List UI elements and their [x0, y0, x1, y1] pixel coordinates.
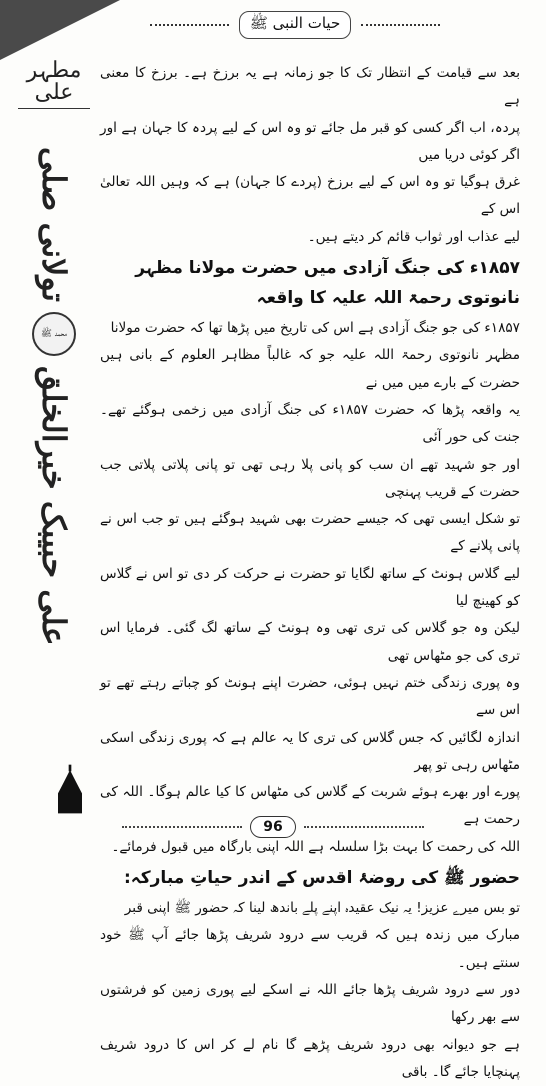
text-line: غرق ہوگیا تو وہ اس کے لیے برزخ (پردے کا جہان) ہے کہ وہیں اللہ تعالیٰ اس کے	[100, 174, 520, 218]
text-line: ہے جو دیوانہ بھی درود شریف پڑھے گا نام لے کر اس کا درود شریف پہنچایا جائے گا۔ باقی	[100, 1036, 520, 1080]
calligraphy-top: تولانی صلی	[35, 147, 73, 302]
text-line: دور سے درود شریف پڑھا جائے اللہ نے اسکے لیے پوری زمین کو فرشتوں سے بھر رکھا	[100, 981, 520, 1026]
header-title: حیات النبی ﷺ	[239, 11, 351, 39]
text-line: ۱۸۵۷ء کی جو جنگ آزادی ہے اس کی تاریخ میں پڑھا تھا کہ حضرت مولانا	[110, 320, 520, 337]
footer-dotted-rule-left	[122, 826, 242, 828]
paragraph-1857-story	[100, 315, 520, 861]
text-line: اور جو شہید تھے ان سب کو پانی پلا رہی تھی تو پانی پلاتی پلاتی جب حضرت کے قریب پہنچی	[100, 456, 520, 500]
text-line: بعد سے قیامت کے انتظار تک کا جو زمانہ ہے یہ برزخ ہے۔ برزخ کا معنی ہے	[100, 65, 520, 109]
text-line: پورے اور بھرے ہوئے شربت کے گلاس کی مٹھاس کا کیا عالم ہوگا۔ اللہ کی رحمت ہے	[100, 784, 520, 828]
text-line: لیکن وہ جو گلاس کی تری تھی وہ ہونٹ کے ساتھ لگ گئی۔ فرمایا اس تری کی جو مٹھاس تھی	[100, 620, 520, 664]
paragraph-barzakh	[100, 60, 520, 251]
text-line: اللہ کی رحمت کا بہت بڑا سلسلہ ہے اللہ اپنی بارگاہ میں قبول فرمائے۔	[111, 838, 520, 855]
section-heading-1857: ۱۸۵۷ء کی جنگ آزادی میں حضرت مولانا مظہر نانوتوی رحمۃ اللہ علیہ کا واقعہ	[135, 258, 520, 309]
paragraph-rauza	[100, 895, 520, 1086]
text-line: یہ واقعہ پڑھا کہ حضرت ۱۸۵۷ء کی جنگ آزادی میں زخمی ہوگئے تھے۔ جنت کی حور آئی	[100, 401, 520, 446]
calligraphy-seal: محمد ﷺ	[32, 312, 76, 356]
page-number: 96	[250, 816, 295, 838]
header-dotted-rule-left	[150, 24, 229, 26]
page-footer	[0, 816, 546, 838]
side-calligraphy-panel	[18, 60, 90, 840]
section-heading-rauza: حضور ﷺ کی روضۂ اقدس کے اندر حیاتِ مبارکہ:	[124, 868, 520, 889]
page-corner-shadow	[0, 0, 120, 60]
text-line: وہ پوری زندگی ختم نہیں ہوئی، حضرت اپنے ہونٹ کو چباتے رہتے تھے تو اس سے	[100, 674, 520, 719]
text-line: مبارک میں زندہ ہیں کہ قریب سے درود شریف پڑھا جائے آپ ﷺ خود سنتے ہیں۔	[100, 927, 520, 971]
text-line: اندازہ لگائیں کہ جس گلاس کی تری کا یہ عالم ہے کہ پوری زندگی اسکی مٹھاس رہی تو پھر	[100, 729, 520, 773]
text-line: تو شکل ایسی تھی کہ جیسے حضرت بھی شہید ہوگئے ہیں تو جب اس نے پانی پلانے کے	[100, 511, 520, 555]
header-dotted-rule-right	[361, 24, 440, 26]
running-header	[150, 8, 440, 42]
publisher-logo: مطہر علی	[18, 60, 90, 109]
footer-dotted-rule-right	[304, 826, 424, 828]
mosque-dome-icon	[50, 760, 90, 820]
text-line: مظہر نانوتوی رحمۃ اللہ علیہ جو کہ غالباً مظاہر العلوم کے بانی ہیں حضرت کے بارے میں میں نے	[100, 347, 520, 391]
text-line: لیے عذاب اور ثواب قائم کر دیتے ہیں۔	[307, 228, 520, 245]
calligraphy-bottom: علی حبیبک خیرالخلق	[35, 365, 73, 646]
text-line: تو بس میرے عزیز! یہ نیک عقیدہ اپنے پلے باندھ لینا کہ حضور ﷺ اپنی قبر	[124, 900, 520, 917]
text-line: لیے گلاس ہونٹ کے ساتھ لگایا تو حضرت نے حرکت کر دی تو اس نے گلاس کو کھینچ لیا	[100, 565, 520, 610]
text-line: پردہ، اب اگر کسی کو قبر مل جائے تو وہ اس کے لیے پردہ کا جہان ہے اور اگر کوئی دریا میں	[100, 119, 520, 163]
